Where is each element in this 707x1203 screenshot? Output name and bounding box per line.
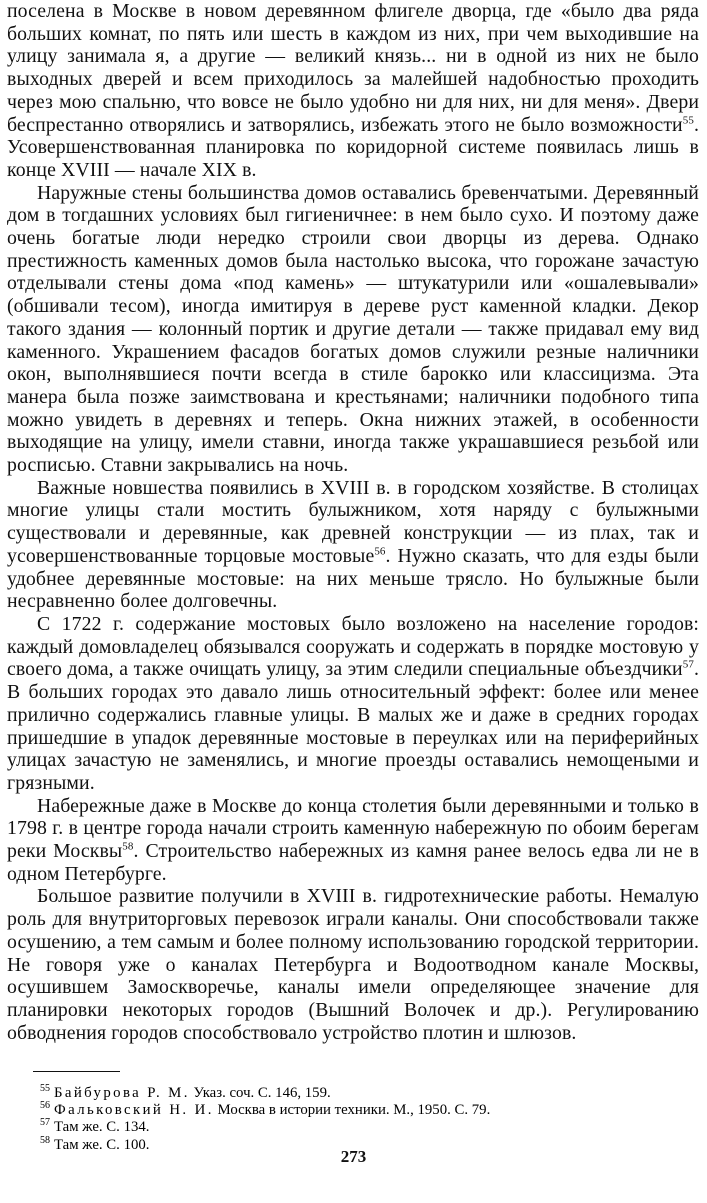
paragraph-text: . Строительство набережных из камня ранее велось едва ли не в одном Петербурге. <box>7 840 699 885</box>
paragraph <box>7 795 699 886</box>
paragraph-text: Важные новшества появились в XVIII в. в городском хозяйстве. В столицах многие улицы стали мостить булыжником, хотя наряду с булыжными существовали и деревянные, как древней конструкции — из плах, так и усовершенствованные торцовые мостовые <box>7 476 699 567</box>
footnotes <box>40 1085 690 1154</box>
paragraph <box>7 182 699 477</box>
footnote-marker: 58 <box>122 840 134 853</box>
footnote-marker: 55 <box>682 113 694 126</box>
footnote-number: 55 <box>40 1083 50 1095</box>
body-text <box>7 0 699 1044</box>
paragraph-text: . Нужно сказать, что для езды были удобнее деревянные мостовые: на них меньше трясло. Но булыжные были несравненно более долговечны. <box>7 544 699 613</box>
footnote-marker: 56 <box>374 545 386 558</box>
paragraph-text: Большое развитие получили в XVIII в. гидротехнические работы. Немалую роль для внутриторговых перевозок играли каналы. Они способствовали также осушению, а тем самым и более полному использованию городской территории. Не говоря уже о каналах Петербурга и Водоотводном канале Москвы, осушившем Замоскворечье, каналы имели определяющее значение для планировки некоторых городов (Вышний Волочек и др.). Регулированию обводнения городов способствовало устройство плотин и шлюзов. <box>7 885 699 1044</box>
footnote-text: Указ. соч. С. 146, 159. <box>189 1085 331 1101</box>
footnote-text: Москва в истории техники. М., 1950. С. 79. <box>213 1102 491 1119</box>
book-page <box>7 0 699 1044</box>
footnote-number: 57 <box>40 1117 50 1129</box>
footnote-author: Фальковский Н. И. <box>54 1102 214 1119</box>
footnote-text: Там же. С. 100. <box>54 1136 150 1153</box>
paragraph-text: поселена в Москве в новом деревянном флигеле дворца, где «было два ряда больших комнат, по пять или шесть в каждом из них, при чем выходившие на улицу занимала я, а другие — великий князь... ни в одной из них не было выходных дверей и всем приходилось за малейшей надобностью проходить через мою спальню, что вовсе не было удобно ни для них, ни для меня». Двери беспрестанно отворялись и затворялись, избежать этого не было возможности <box>7 0 699 136</box>
footnote-number: 58 <box>40 1134 50 1146</box>
footnote <box>40 1085 690 1102</box>
paragraph <box>7 477 699 613</box>
page-number: 273 <box>340 1147 367 1166</box>
paragraph <box>7 0 699 182</box>
footnote <box>40 1102 690 1119</box>
footnote <box>40 1119 690 1136</box>
footnote-text: Там же. С. 134. <box>54 1119 150 1136</box>
paragraph <box>7 613 699 795</box>
paragraph-text: С 1722 г. содержание мостовых было возложено на население городов: каждый домовладелец обязывался сооружать и содержать в порядке мостовую у своего дома, а также очищать улицу, за этим следили специальные объездчики <box>7 612 699 681</box>
footnote-marker: 57 <box>682 658 694 671</box>
paragraph-text: . Усовершенствованная планировка по коридорной системе появилась лишь в конце XVIII — начале XIX в. <box>7 113 699 181</box>
paragraph-text: Наружные стены большинства домов оставались бревенчатыми. Деревянный дом в тогдашних условиях был гигиеничнее: в нем было сухо. И поэтому даже очень богатые люди нередко строили свои дворцы из дерева. Однако престижность каменных домов была настолько высока, что горожане зачастую отделывали стены дома «под камень» — штукатурили или «ошалевывали» (обшивали тесом), иногда имитируя в дереве руст каменной кладки. Декор такого здания — колонный портик и другие детали — также придавал ему вид каменного. Украшением фасадов богатых домов служили резные наличники окон, выполнявшиеся почти всегда в стиле барокко или классицизма. Эта манера была позже заимствована и крестьянами; наличники подобного типа можно увидеть в деревнях и теперь. Окна нижних этажей, в особенности выходящие на улицу, имели ставни, иногда также украшавшиеся резьбой или росписью. Ставни закрывались на ночь. <box>7 181 699 477</box>
footnote-rule <box>33 1071 120 1072</box>
footnote-number: 56 <box>40 1100 50 1112</box>
footnote-author: Байбурова Р. М. <box>54 1085 190 1101</box>
paragraph-text: . В больших городах это давало лишь относительный эффект: более или менее прилично содержались главные улицы. В малых же и даже в средних городах пришедшие в упадок деревянные мостовые в переулках или на периферийных улицах зачастую не заменялись, и многие проезды оставались немощеными и грязными. <box>7 658 699 794</box>
paragraph <box>7 885 699 1044</box>
paragraph-text: Набережные даже в Москве до конца столетия были деревянными и только в 1798 г. в центре города начали строить каменную набережную по обоим берегам реки Москвы <box>7 794 699 863</box>
